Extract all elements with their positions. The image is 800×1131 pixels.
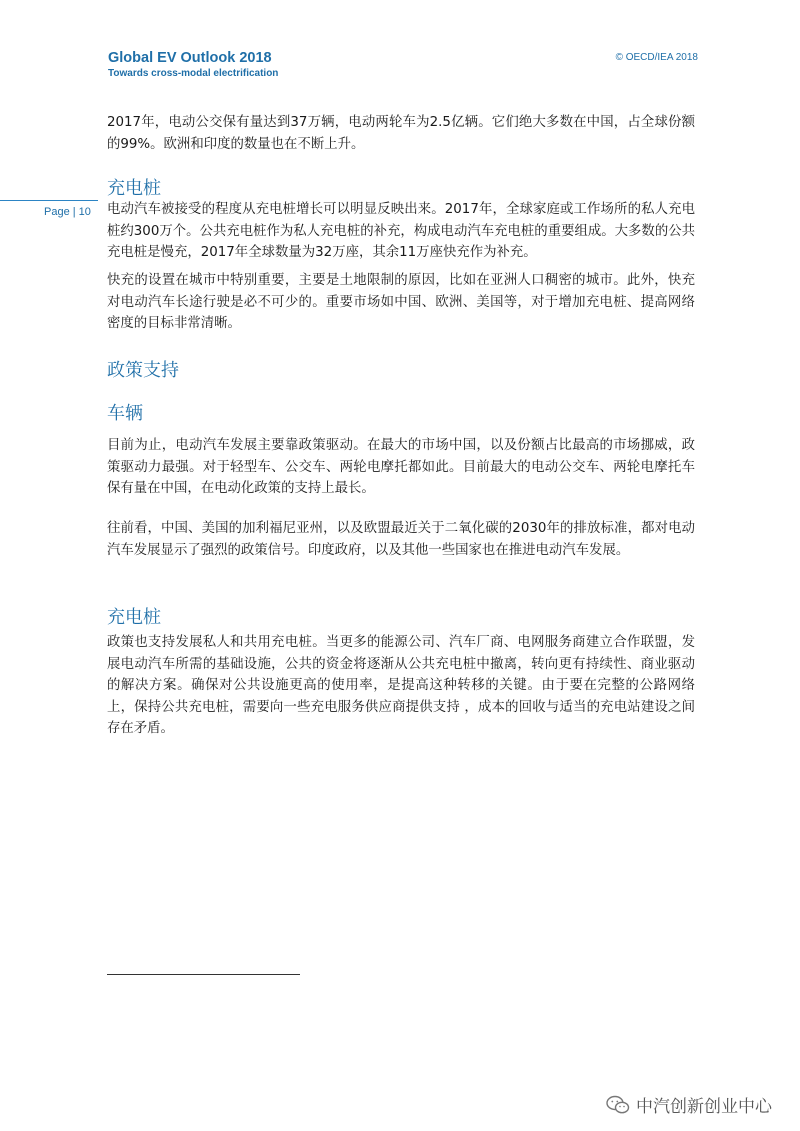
header-title: Global EV Outlook 2018 [108,50,272,66]
header-subtitle: Towards cross-modal electrification [108,68,279,79]
copyright: © OECD/IEA 2018 [615,52,698,63]
paragraph-policy-driven: 目前为止，电动汽车发展主要靠政策驱动。在最大的市场中国，以及份额占比最高的市场挪威，政策驱动力最强。对于轻型车、公交车、两轮电摩托都如此。目前最大的电动公交车、两轮电摩托车保有量在中国，在电动化政策的支持上最长。 [107,438,695,496]
heading-policy-support: 政策支持 [107,360,179,381]
paragraph-ebus-stock: 2017年，电动公交保有量达到37万辆，电动两轮车为2.5亿辆。它们绝大多数在中国，占全球份额的99%。欧洲和印度的数量也在不断上升。 [107,115,695,152]
heading-charging: 充电桩 [107,178,161,199]
page-rule [0,200,98,201]
watermark-text: 中汽创新创业中心 [636,1097,772,1117]
heading-charging-policy: 充电桩 [107,607,161,628]
watermark [606,1092,772,1117]
footnote-rule [107,974,300,975]
paragraph-charging-growth: 电动汽车被接受的程度从充电桩增长可以明显反映出来。2017年，全球家庭或工作场所的私人充电桩约300万个。公共充电桩作为私人充电桩的补充，构成电动汽车充电桩的重要组成。大多数的公共充电桩是慢充，2017年全球数量为32万座，其余11万座快充作为补充。 [107,202,695,260]
heading-vehicles: 车辆 [107,403,143,424]
wechat-icon [606,1095,630,1115]
page-number: Page | 10 [44,206,91,218]
paragraph-fast-charging: 快充的设置在城市中特别重要，主要是土地限制的原因，比如在亚洲人口稠密的城市。此外，快充对电动汽车长途行驶是必不可少的。重要市场如中国、欧洲、美国等，对于增加充电桩、提高网络密度的目标非常清晰。 [107,273,695,331]
paragraph-charging-policy: 政策也支持发展私人和共用充电桩。当更多的能源公司、汽车厂商、电网服务商建立合作联盟，发展电动汽车所需的基础设施，公共的资金将逐渐从公共充电桩中撤离，转向更有持续性、商业驱动的解决方案。确保对公共设施更高的使用率，是提高这种转移的关键。由于要在完整的公路网络上，保持公共充电桩，需要向一些充电服务供应商提供支持 ，成本的回收与适当的充电站建设之间存在矛盾。 [107,635,695,736]
paragraph-outlook: 往前看，中国、美国的加利福尼亚州，以及欧盟最近关于二氧化碳的2030年的排放标准，都对电动汽车发展显示了强烈的政策信号。印度政府，以及其他一些国家也在推进电动汽车发展。 [107,521,695,558]
